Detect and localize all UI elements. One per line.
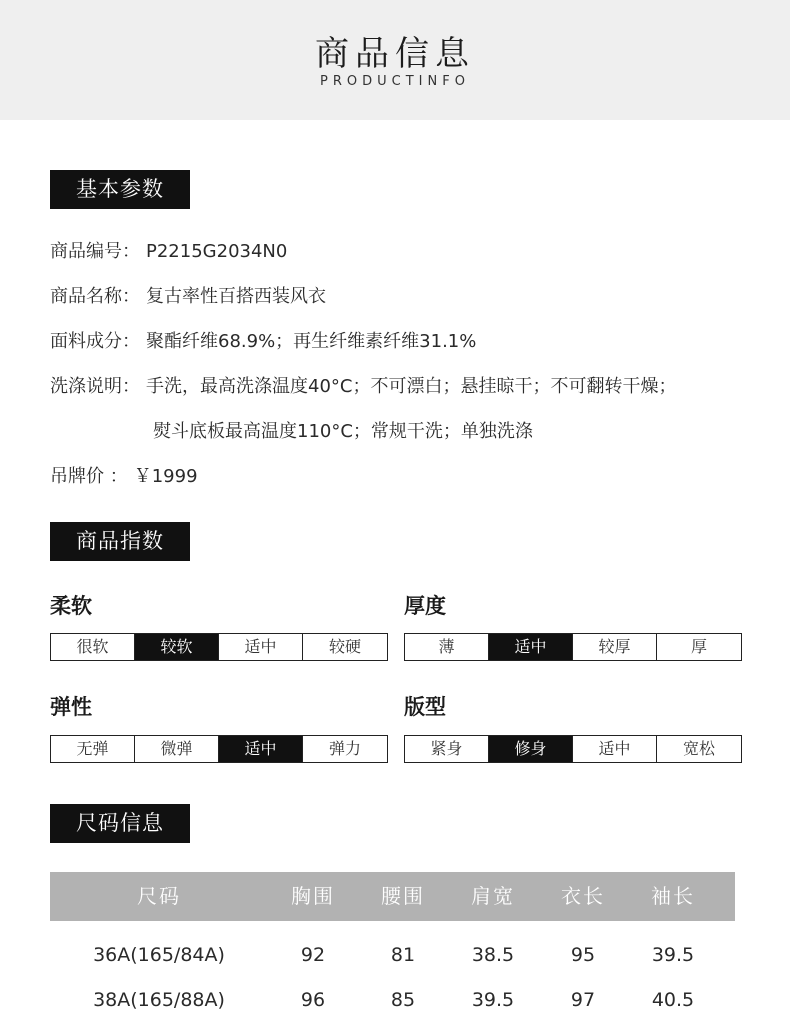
scale-option: 适中 [573,736,657,762]
table-row [50,933,735,977]
size-cell: 40.5 [651,989,695,1011]
size-header-cell: 肩宽 [471,884,515,908]
section-label-index: 商品指数 [50,522,190,561]
index-title-thickness: 厚度 [404,594,446,618]
size-cell: 85 [390,989,416,1011]
thickness-scale [404,633,742,661]
param-key: 商品编号： [50,241,140,262]
scale-option: 无弹 [51,736,135,762]
param-value: 手洗，最高洗涤温度40°C；不可漂白；悬挂晾干；不可翻转干燥； [146,376,677,397]
softness-scale [50,633,388,661]
size-cell: 92 [300,944,326,966]
scale-option: 适中 [219,736,303,762]
index-title-fit: 版型 [404,695,446,719]
scale-option: 紧身 [405,736,489,762]
size-header-cell: 衣长 [561,884,605,908]
table-row [50,978,735,1022]
size-header-cell: 胸围 [291,884,335,908]
scale-option: 宽松 [682,739,715,758]
scale-option: 适中 [489,634,573,660]
scale-option: 薄 [405,634,489,660]
elasticity-scale [50,735,388,763]
index-title-elasticity: 弹性 [50,695,92,719]
scale-option: 很软 [51,634,135,660]
param-key: 洗涤说明： [50,376,140,397]
size-header-cell: 腰围 [381,884,425,908]
scale-option: 微弹 [135,736,219,762]
size-cell: 81 [390,944,416,966]
size-cell: 39.5 [471,989,515,1011]
scale-option: 修身 [489,736,573,762]
page-subtitle: PRODUCTINFO [320,74,470,89]
size-cell: 96 [300,989,326,1011]
param-key: 吊牌价 ： [50,466,128,487]
page-title: 商品信息 [315,34,475,74]
fit-scale [404,735,742,763]
scale-option: 弹力 [328,739,361,758]
size-header-cell: 尺码 [137,884,181,908]
section-label-size: 尺码信息 [50,804,190,843]
param-row [50,372,676,398]
scale-option: 较厚 [573,634,657,660]
scale-option: 较软 [135,634,219,660]
param-key: 面料成分： [50,331,140,352]
index-title-softness: 柔软 [50,594,92,618]
scale-option: 较硬 [328,637,361,656]
scale-option: 适中 [219,634,303,660]
param-key: 商品名称： [50,286,140,307]
size-cell: 95 [570,944,596,966]
param-row [50,462,198,488]
param-row [50,282,326,308]
param-value: P2215G2034N0 [146,241,288,262]
scale-option: 厚 [690,637,707,656]
param-value: 聚酯纤维68.9%；再生纤维素纤维31.1% [146,331,477,352]
size-cell: 38.5 [471,944,515,966]
size-cell: 97 [570,989,596,1011]
size-table-header [50,872,735,921]
param-row [50,327,476,353]
param-value: 复古率性百搭西装风衣 [146,286,326,307]
param-row [50,237,287,263]
param-value: ￥1999 [133,466,198,487]
page-header [0,0,790,120]
size-header-cell: 袖长 [651,884,695,908]
param-value-continued: 熨斗底板最高温度110°C；常规干洗；单独洗涤 [153,421,533,442]
size-cell: 39.5 [651,944,695,966]
section-label-basic: 基本参数 [50,170,190,209]
size-cell: 36A(165/84A) [93,944,225,966]
size-cell: 38A(165/88A) [93,989,225,1011]
